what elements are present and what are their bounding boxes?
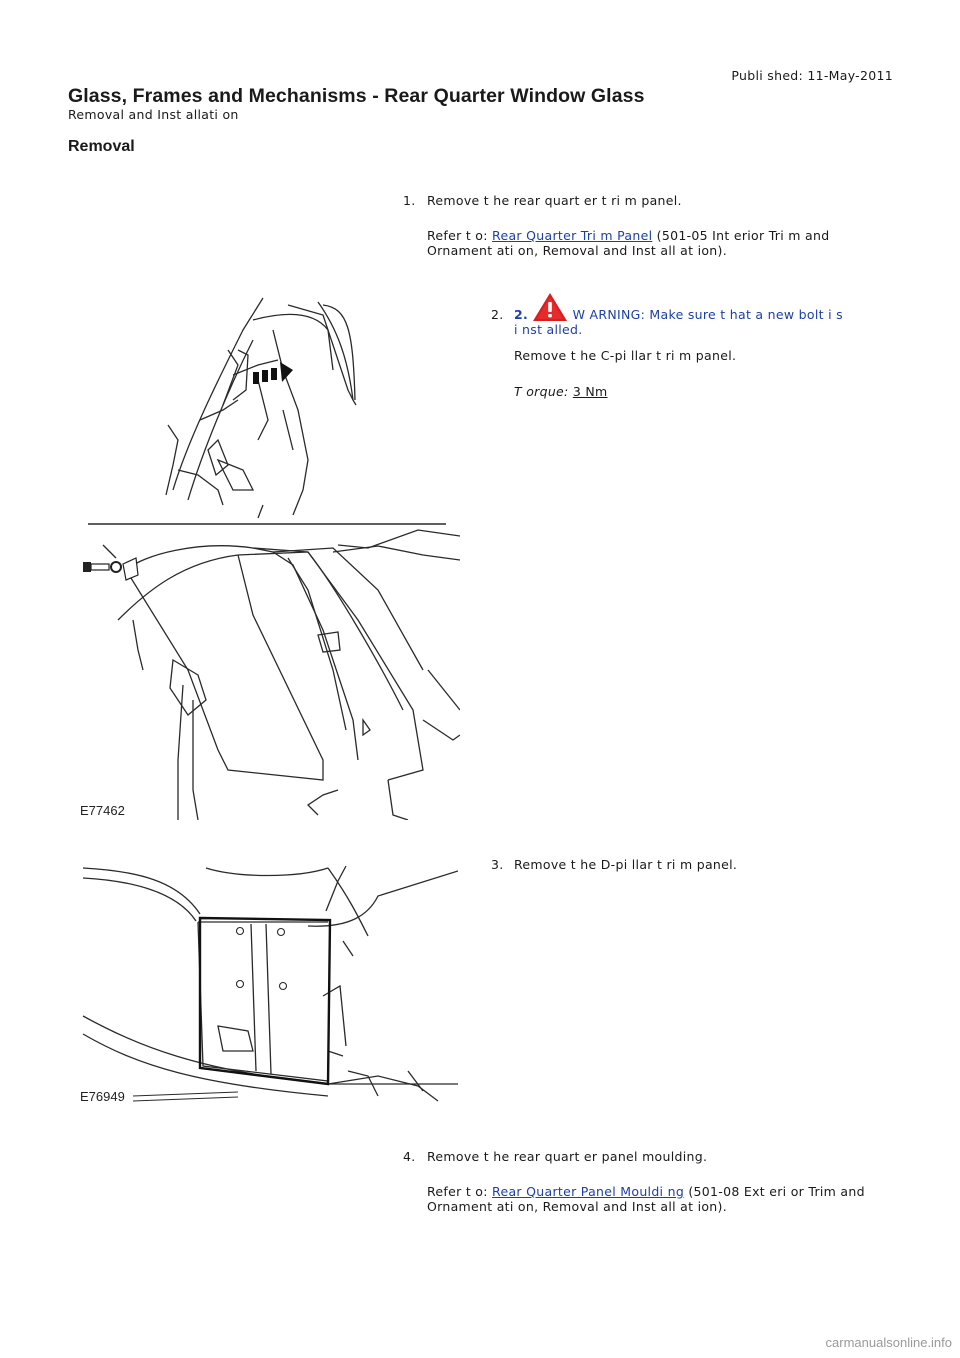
step-2-text: Remove t he C-pi llar t ri m panel.: [514, 348, 737, 363]
step-4-text: Remove t he rear quart er panel moulding.: [427, 1149, 708, 1164]
warning-text: W ARNING: Make sure t hat a new bolt i s: [572, 307, 843, 322]
step-3-number: 3.: [491, 857, 504, 872]
step-2-warning: [514, 307, 843, 337]
published-date: Publi shed: 11-May-2011: [731, 68, 893, 83]
step-1-number: 1.: [403, 193, 416, 208]
page-subtitle: Removal and Inst allati on: [68, 107, 239, 122]
warning-text-2: i nst alled.: [514, 322, 583, 337]
warning-icon: [532, 308, 568, 322]
figure-label-e77462: E77462: [80, 803, 125, 818]
bolt-icon: [83, 558, 138, 580]
step-2-number: 2.: [491, 307, 504, 322]
refer-label: Refer t o:: [427, 228, 488, 243]
watermark: carmanualsonline.info: [825, 1335, 952, 1350]
refer-detail-2: Ornament ati on, Removal and Inst all at ion).: [427, 243, 727, 258]
step-1-text: Remove t he rear quart er t ri m panel.: [427, 193, 682, 208]
figure-label-e76949: E76949: [80, 1089, 125, 1104]
d-pillar-trim-figure: [78, 856, 458, 1106]
step-4-refer: [427, 1184, 867, 1214]
refer-detail: (501-05 Int erior Tri m and: [656, 228, 830, 243]
torque-label: T orque:: [514, 384, 569, 399]
section-heading: Removal: [68, 138, 135, 155]
rear-quarter-trim-panel-link[interactable]: Rear Quarter Tri m Panel: [492, 228, 653, 243]
refer-detail: (501-08 Ext eri or Trim and: [688, 1184, 865, 1199]
page-title: Glass, Frames and Mechanisms - Rear Quarter Window Glass: [68, 85, 645, 107]
torque-value: 3 Nm: [572, 384, 608, 399]
step-4-number: 4.: [403, 1149, 416, 1164]
d-pillar-panel-outline: [200, 918, 330, 1084]
refer-detail-2: Ornament ati on, Removal and Inst all at ion).: [427, 1199, 727, 1214]
rear-quarter-panel-moulding-link[interactable]: Rear Quarter Panel Mouldi ng: [492, 1184, 685, 1199]
step-3-text: Remove t he D-pi llar t ri m panel.: [514, 857, 738, 872]
step-1-refer: [427, 228, 857, 258]
step-2-bold-number: 2.: [514, 307, 529, 322]
step-2-torque: [514, 384, 608, 399]
c-pillar-trim-figure: [78, 290, 460, 820]
refer-label: Refer t o:: [427, 1184, 488, 1199]
